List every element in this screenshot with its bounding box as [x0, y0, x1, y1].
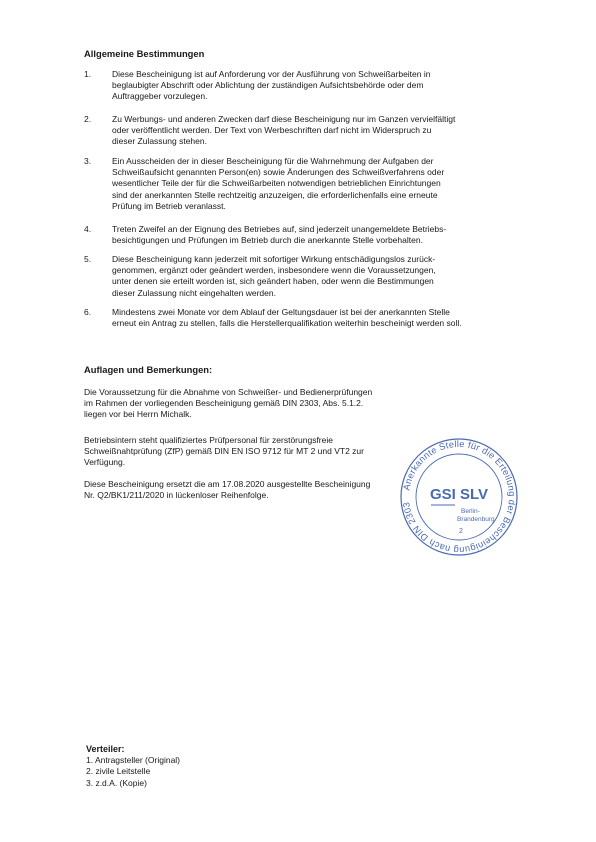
line: wesentlicher Teile der für die Schweißarbeiten notwendigen betrieblichen Einrichtungen	[112, 178, 441, 189]
provision-item-5	[84, 254, 524, 299]
line: Treten Zweifel an der Eignung des Betriebes auf, sind jederzeit unangemeldete Betriebs-	[112, 224, 447, 234]
svg-text:GSI SLV: GSI SLV	[429, 486, 489, 503]
svg-text:2: 2	[459, 528, 463, 535]
item-text	[112, 224, 530, 246]
line: Ein Ausscheiden der in dieser Bescheinigung für die Wahrnehmung der Aufgaben der	[112, 156, 434, 166]
remarks-heading: Auflagen und Bemerkungen:	[84, 364, 213, 375]
line: oder veröffentlicht werden. Der Text von Werbeschriften darf nicht im Widerspruch zu	[112, 125, 432, 136]
distribution-item: 2. zivile Leitstelle	[86, 766, 151, 777]
line: Die Voraussetzung für die Abnahme von Schweißer- und Bedienerprüfungen	[84, 387, 373, 397]
line: dieser Zulassung nicht eingehalten werden.	[112, 287, 276, 298]
line: Diese Bescheinigung ist auf Anforderung vor der Ausführung von Schweißarbeiten in	[112, 69, 431, 79]
item-text	[112, 69, 530, 103]
item-number: 1.	[84, 69, 92, 79]
line: dieser Zulassung stehen.	[112, 136, 207, 147]
provision-item-2	[84, 114, 524, 148]
distribution-item: 3. z.d.A. (Kopie)	[86, 777, 147, 788]
item-text	[112, 114, 530, 148]
provision-item-1	[84, 69, 524, 103]
line: im Rahmen der vorliegenden Bescheinigung gemäß DIN 2303, Abs. 5.1.2.	[84, 398, 364, 409]
line: Diese Bescheinigung ersetzt die am 17.08.2020 ausgestellte Bescheinigung	[84, 479, 371, 489]
item-text	[112, 254, 530, 299]
line: Verfügung.	[84, 457, 126, 468]
line: Prüfung im Betrieb veranlasst.	[112, 200, 226, 211]
svg-text:Brandenburg: Brandenburg	[457, 516, 495, 523]
item-number: 5.	[84, 254, 92, 264]
line: genommen, ergänzt oder geändert werden, insbesondere wenn die Voraussetzungen,	[112, 265, 436, 276]
line: unter denen sie erteilt worden ist, sich geändert haben, oder wenn die Bestimmungen	[112, 276, 434, 287]
distribution-heading: Verteiler:	[86, 744, 125, 754]
line: Betriebsintern steht qualifiziertes Prüfpersonal für zerstörungsfreie	[84, 435, 333, 445]
line: Mindestens zwei Monate vor dem Ablauf der Geltungsdauer ist bei der anerkannten Stelle	[112, 307, 450, 317]
line: Diese Bescheinigung kann jederzeit mit sofortiger Wirkung entschädigungslos zurück-	[112, 254, 436, 264]
line: Schweißaufsicht genannten Person(en) sowie Änderungen des Schweißverfahrens oder	[112, 167, 445, 178]
item-text	[112, 156, 530, 212]
provision-item-3	[84, 156, 524, 212]
provision-item-6	[84, 307, 524, 330]
item-number: 6.	[84, 307, 92, 317]
line: Schweißnahtprüfung (ZfP) gemäß DIN EN ISO 9712 für MT 2 und VT2 zur	[84, 446, 364, 457]
item-number: 4.	[84, 224, 92, 234]
line: Zu Werbungs- und anderen Zwecken darf diese Bescheinigung nur im Ganzen vervielfältigt	[112, 114, 456, 124]
line: sind der anerkannten Stelle rechtzeitig anzuzeigen, die erforderlichenfalls eine erneute	[112, 189, 438, 200]
line: erneut ein Antrag zu stellen, falls die Herstellerqualifikation weiterhin bescheinigt werden soll.	[112, 318, 462, 329]
general-provisions-heading: Allgemeine Bestimmungen	[84, 48, 205, 59]
distribution-item: 1. Antragsteller (Original)	[86, 755, 181, 766]
line: beglaubigter Abschrift oder Ablichtung der zuständigen Aufsichtsbehörde oder dem	[112, 80, 424, 91]
svg-text:Anerkannte Stelle für die Erte: Anerkannte Stelle für die Erteilung der Bescheinigung nach DIN 2303	[401, 438, 518, 556]
official-stamp	[397, 435, 521, 559]
svg-text:Berlin-: Berlin-	[461, 508, 480, 515]
item-number: 2.	[84, 114, 92, 124]
distribution-list	[86, 744, 180, 789]
line: Nr. Q2/BK1/211/2020 in lückenloser Reihenfolge.	[84, 490, 269, 501]
item-text	[112, 307, 530, 329]
line: Auftraggeber vorzulegen.	[112, 91, 208, 102]
provision-item-4	[84, 224, 524, 247]
remarks-paragraph-1	[84, 387, 524, 421]
line: besichtigungen und Prüfungen im Betrieb durch die anerkannte Stelle vorbehalten.	[112, 235, 423, 246]
stamp-seal-icon	[397, 435, 521, 559]
line: liegen vor bei Herrn Michalk.	[84, 409, 192, 420]
item-number: 3.	[84, 156, 92, 166]
